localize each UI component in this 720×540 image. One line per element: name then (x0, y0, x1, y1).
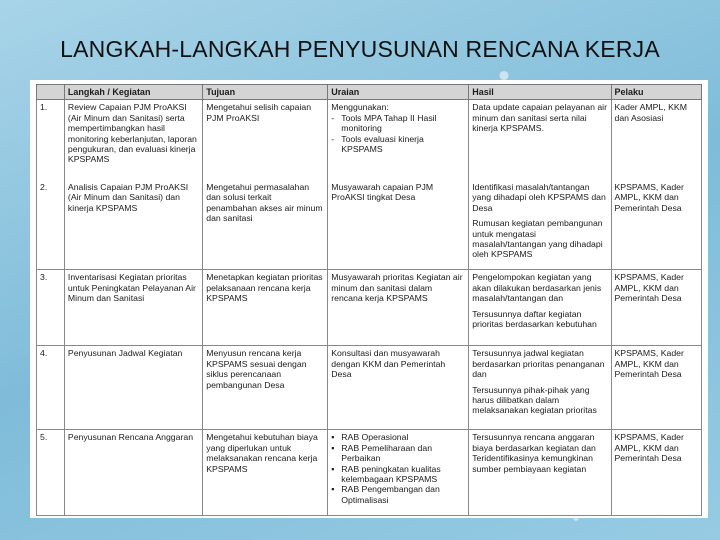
uraian-cell: Konsultasi dan musyawarah dengan KKM dan Pemerintah Desa (328, 346, 469, 430)
row-number: 1. (37, 100, 65, 180)
row-number: 4. (37, 346, 65, 430)
header-uraian: Uraian (328, 85, 469, 100)
hasil-item: Rumusan kegiatan pembangunan untuk mengatasi masalah/tantangan yang dihadapi oleh KPSPAMS (472, 218, 603, 260)
table-row (37, 100, 702, 180)
langkah-cell: Analisis Capaian PJM ProAKSI (Air Minum dan Sanitasi) dan kinerja KPSPAMS (64, 180, 202, 270)
langkah-cell: Penyusunan Rencana Anggaran (64, 430, 202, 516)
uraian-cell: Musyawarah capaian PJM ProAKSI tingkat Desa (328, 180, 469, 270)
hasil-cell (469, 346, 611, 430)
row-number: 3. (37, 270, 65, 346)
langkah-cell: Review Capaian PJM ProAKSI (Air Minum dan Sanitasi) serta mempertimbangkan hasil monitoring keberlanjutan, laporan pengukuran, dan evaluasi kinerja KPSPAMS (64, 100, 202, 180)
slide-title: LANGKAH-LANGKAH PENYUSUNAN RENCANA KERJA (60, 36, 660, 62)
row-number: 2. (37, 180, 65, 270)
uraian-list (331, 113, 465, 155)
pelaku-cell: KPSPAMS, Kader AMPL, KKM dan Pemerintah Desa (611, 270, 701, 346)
row-number: 5. (37, 430, 65, 516)
header-hasil: Hasil (469, 85, 611, 100)
pelaku-cell: KPSPAMS, Kader AMPL, KKM dan Pemerintah Desa (611, 180, 701, 270)
hasil-item: Tersusunnya pihak-pihak yang harus dilibatkan dalam melaksanakan kegiatan prioritas (472, 384, 597, 416)
pelaku-cell: KPSPAMS, Kader AMPL, KKM dan Pemerintah Desa (611, 346, 701, 430)
table-row (37, 270, 702, 346)
hasil-item: Tersusunnya daftar kegiatan prioritas berdasarkan kebutuhan (472, 308, 597, 330)
hasil-cell (469, 180, 611, 270)
tujuan-cell: Menetapkan kegiatan prioritas pelaksanaan rencana kerja KPSPAMS (203, 270, 328, 346)
tujuan-cell: Mengetahui kebutuhan biaya yang diperlukan untuk melaksanakan rencana kerja KPSPAMS (203, 430, 328, 516)
langkah-cell: Inventarisasi Kegiatan prioritas untuk Peningkatan Pelayanan Air Minum dan Sanitasi (64, 270, 202, 346)
list-item: - Tools evaluasi kinerja KPSPAMS (331, 134, 465, 155)
tujuan-cell: Mengetahui selisih capaian PJM ProAKSI (203, 100, 328, 180)
hasil-item: Pengelompokan kegiatan yang akan dilakukan berdasarkan jenis masalah/tantangan dan (472, 272, 602, 304)
list-item: ▪ RAB Pemeliharaan dan Perbaikan (331, 443, 465, 464)
header-no (37, 85, 65, 100)
tujuan-cell: Mengetahui permasalahan dan solusi terkait penambahan akses air minum dan sanitasi (203, 180, 328, 270)
list-item: - Tools MPA Tahap II Hasil monitoring (331, 113, 465, 134)
table-header-row (37, 85, 702, 100)
table-row (37, 180, 702, 270)
tujuan-cell: Menyusun rencana kerja KPSPAMS sesuai dengan siklus perencanaan pembangunan Desa (203, 346, 328, 430)
hasil-item: Tersusunnya jadwal kegiatan berdasarkan prioritas penanganan dan (472, 348, 605, 380)
list-item: ▪ RAB Pengembangan dan Optimalisasi (331, 484, 465, 505)
table-row (37, 346, 702, 430)
header-pelaku: Pelaku (611, 85, 701, 100)
uraian-cell: Musyawarah prioritas Kegiatan air minum dan sanitasi dalam rencana kerja KPSPAMS (328, 270, 469, 346)
hasil-cell: Data update capaian pelayanan air minum dan sanitasi serta nilai kinerja KPSPAMS. (469, 100, 611, 180)
pelaku-cell: KPSPAMS, Kader AMPL, KKM dan Pemerintah Desa (611, 430, 701, 516)
document-table-image (30, 80, 708, 518)
header-langkah: Langkah / Kegiatan (64, 85, 202, 100)
hasil-item: Identifikasi masalah/tantangan yang dihadapi oleh KPSPAMS dan Desa (472, 181, 606, 213)
list-item: ▪ RAB peningkatan kualitas kelembagaan KPSPAMS (331, 464, 465, 485)
uraian-cell (328, 100, 469, 180)
list-item: ▪ RAB Operasional (331, 432, 465, 442)
langkah-cell: Penyusunan Jadwal Kegiatan (64, 346, 202, 430)
table-row (37, 430, 702, 516)
uraian-intro: Menggunakan: (331, 102, 389, 113)
uraian-cell (328, 430, 469, 516)
hasil-cell: Tersusunnya rencana anggaran biaya berdasarkan kegiatan dan Teridentifikasinya kemungkinan sumber pembiayaan kegiatan (469, 430, 611, 516)
header-tujuan: Tujuan (203, 85, 328, 100)
hasil-cell (469, 270, 611, 346)
pelaku-cell: Kader AMPL, KKM dan Asosiasi (611, 100, 701, 180)
work-plan-table (36, 84, 702, 516)
uraian-list (331, 432, 465, 505)
